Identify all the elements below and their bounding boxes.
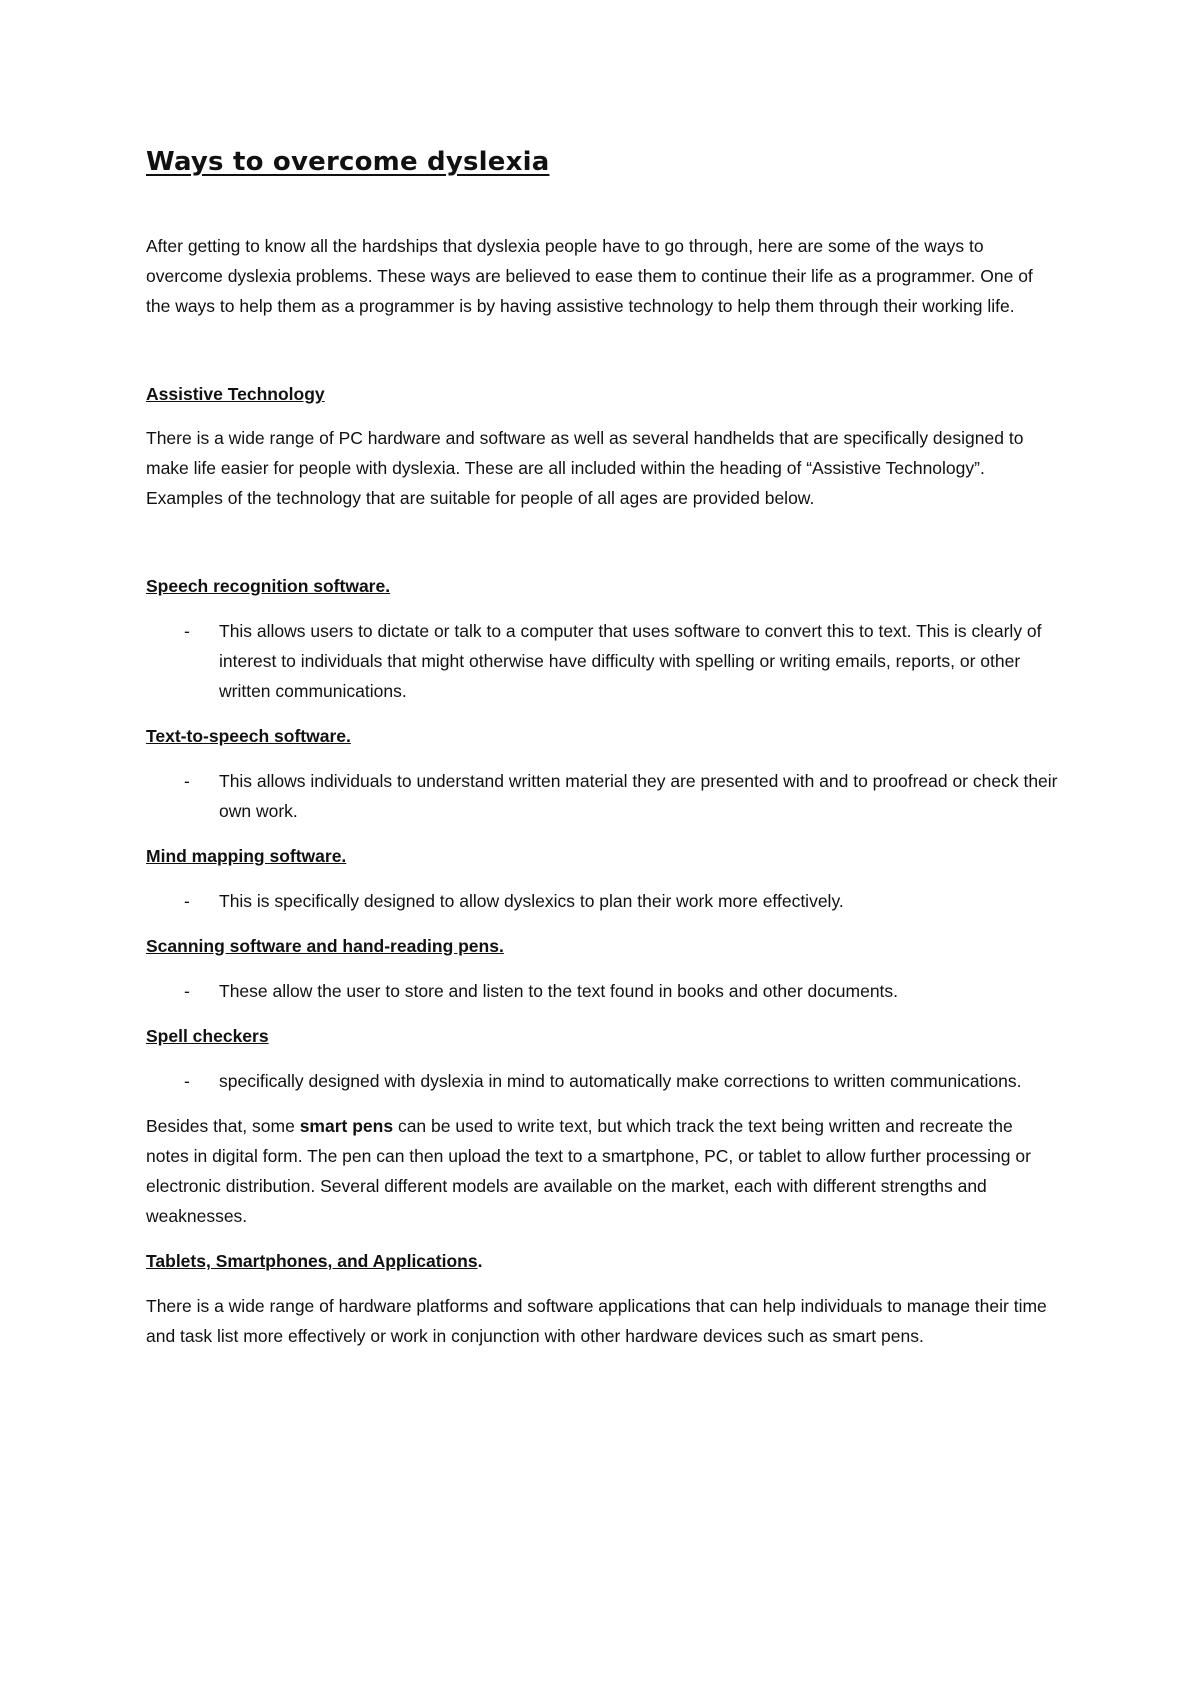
mind-mapping-heading: Mind mapping software. bbox=[146, 846, 347, 866]
intro-paragraph: After getting to know all the hardships that dyslexia people have to go through, here are some of the ways to overcome dyslexia problems. These ways are believed to ease them to continue their life as a programmer. One of the ways to help them as a programmer is by having assistive technology to help them through their working life. bbox=[146, 236, 1033, 316]
list-item bbox=[146, 976, 1060, 1006]
scanning-software-heading: Scanning software and hand-reading pens. bbox=[146, 936, 504, 956]
smart-pens-bold: smart pens bbox=[299, 1116, 394, 1136]
page-title: Ways to overcome dyslexia bbox=[146, 147, 550, 177]
list-item bbox=[146, 766, 1060, 826]
list-item bbox=[146, 616, 1060, 706]
list-item bbox=[146, 886, 1060, 916]
tablets-heading-period: . bbox=[477, 1251, 483, 1271]
tablets-paragraph: There is a wide range of hardware platforms and software applications that can help individuals to manage their time and task list more effectively or work in conjunction with other hardware devices such as smart pens. bbox=[146, 1296, 1047, 1346]
speech-recognition-heading: Speech recognition software. bbox=[146, 576, 391, 596]
assistive-technology-paragraph: There is a wide range of PC hardware and software as well as several handhelds that are specifically designed to make life easier for people with dyslexia. These are all included within the heading of “Assistive Technology”. Examples of the technology that are suitable for people of all ages are provided below. bbox=[146, 428, 1024, 508]
smart-pens-text-after: can be used to write text, but which track the text being written and recreate the notes in digital form. The pen can then upload the text to a smartphone, PC, or tablet to allow further processing or electronic distribution. Several different models are available on the market, each with different strengths and weaknesses. bbox=[146, 1116, 1031, 1226]
dash-bullet: - bbox=[184, 621, 190, 641]
bullet-text: specifically designed with dyslexia in mind to automatically make corrections to written communications. bbox=[219, 1071, 1022, 1091]
bullet-text: This allows individuals to understand written material they are presented with and to proofread or check their own work. bbox=[219, 771, 1058, 821]
smart-pens-text-before: Besides that, some bbox=[146, 1116, 300, 1136]
spell-checkers-heading: Spell checkers bbox=[146, 1026, 269, 1046]
bullet-text: This allows users to dictate or talk to a computer that uses software to convert this to text. This is clearly of interest to individuals that might otherwise have difficulty with spelling or writing emails, reports, or other written communications. bbox=[219, 621, 1042, 701]
dash-bullet: - bbox=[184, 891, 190, 911]
dash-bullet: - bbox=[184, 771, 190, 791]
dash-bullet: - bbox=[184, 1071, 190, 1091]
bullet-text: This is specifically designed to allow dyslexics to plan their work more effectively. bbox=[219, 891, 844, 911]
smart-pens-paragraph bbox=[146, 1111, 1060, 1231]
dash-bullet: - bbox=[184, 981, 190, 1001]
assistive-technology-heading: Assistive Technology bbox=[146, 384, 325, 404]
text-to-speech-heading: Text-to-speech software. bbox=[146, 726, 351, 746]
list-item bbox=[146, 1066, 1060, 1096]
tablets-heading-line bbox=[146, 1246, 1060, 1276]
bullet-text: These allow the user to store and listen to the text found in books and other documents. bbox=[219, 981, 899, 1001]
tablets-heading: Tablets, Smartphones, and Applications bbox=[146, 1251, 478, 1271]
